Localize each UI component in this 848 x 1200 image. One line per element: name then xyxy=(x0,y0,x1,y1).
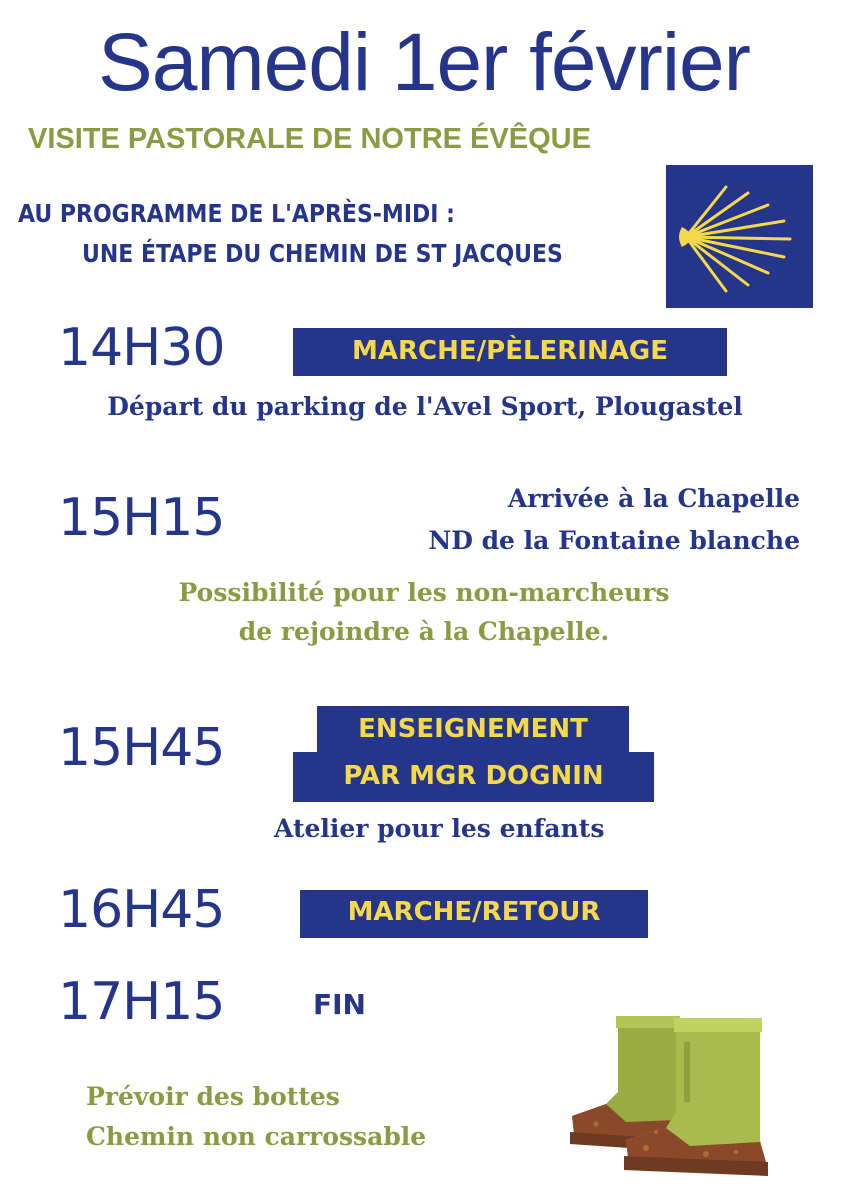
fin-label: FIN xyxy=(313,988,366,1021)
rain-boots-icon xyxy=(566,1012,776,1180)
arrivee-line-1: Arrivée à la Chapelle xyxy=(507,484,800,513)
banner-enseignement: ENSEIGNEMENT xyxy=(317,706,629,754)
depart-detail: Départ du parking de l'Avel Sport, Plougastel xyxy=(107,392,743,421)
intro-line-1: AU PROGRAMME DE L'APRÈS-MIDI : xyxy=(18,200,455,229)
banner-par-mgr-dognin: PAR MGR DOGNIN xyxy=(293,752,654,802)
time-1515: 15H15 xyxy=(58,488,225,548)
note-line-2: de rejoindre à la Chapelle. xyxy=(238,617,610,646)
time-1430: 14H30 xyxy=(58,318,225,378)
time-1715: 17H15 xyxy=(58,972,225,1032)
time-1645: 16H45 xyxy=(58,880,225,940)
subtitle: VISITE PASTORALE DE NOTRE ÉVÊQUE xyxy=(28,123,591,155)
scallop-shell-icon xyxy=(666,165,813,308)
footer-line-2: Chemin non carrossable xyxy=(86,1122,427,1151)
note-line-1: Possibilité pour les non-marcheurs xyxy=(178,578,670,607)
arrivee-line-2: ND de la Fontaine blanche xyxy=(428,526,800,555)
page-title: Samedi 1er février xyxy=(98,17,750,108)
intro-line-2: UNE ÉTAPE DU CHEMIN DE ST JACQUES xyxy=(82,240,563,269)
banner-marche-pelerinage: MARCHE/PÈLERINAGE xyxy=(293,328,727,376)
atelier-enfants: Atelier pour les enfants xyxy=(274,814,605,843)
banner-marche-retour: MARCHE/RETOUR xyxy=(300,890,648,938)
footer-line-1: Prévoir des bottes xyxy=(86,1082,340,1111)
time-1545: 15H45 xyxy=(58,718,225,778)
